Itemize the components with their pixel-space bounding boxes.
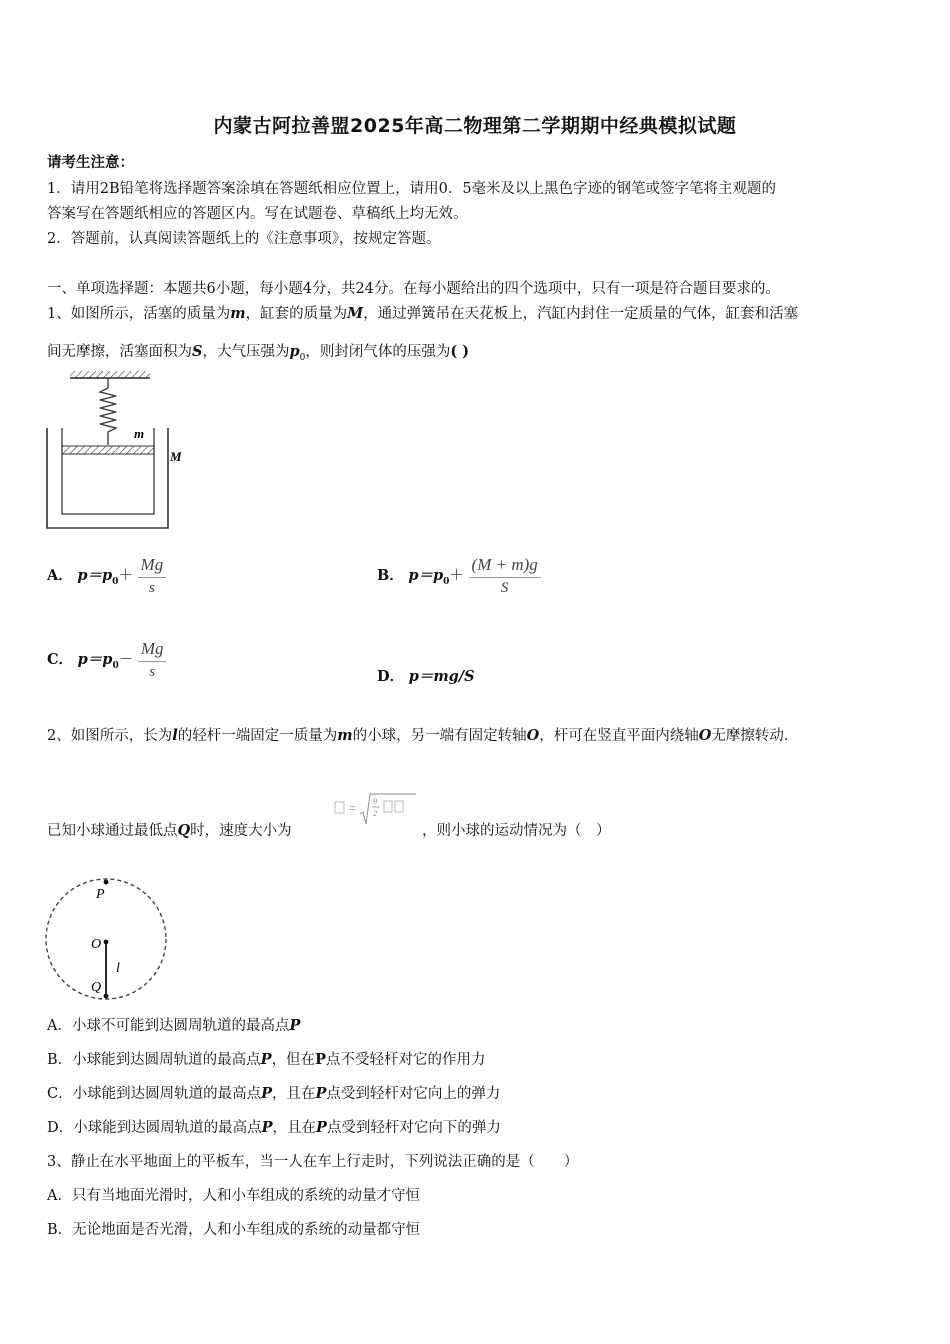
notice-item-1b: 答案写在答题纸相应的答题区内。写在试题卷、草稿纸上均无效。 xyxy=(47,206,468,222)
q1-stem-line2: 间无摩擦，活塞面积为S，大气压强为$p_0$，则封闭气体的压强为( ) xyxy=(47,343,470,363)
label-o: O xyxy=(91,937,102,952)
q1-option-b[interactable]: B． $p=p_0+$ $\frac{(M + m)g}{S}$ xyxy=(377,555,541,597)
fraction: $\frac{Mg}{s}$ xyxy=(138,639,167,681)
q2-option-c[interactable]: C．小球能到达圆周轨道的最高点P，且在P点受到轻杆对它向上的弹力 xyxy=(47,1085,501,1102)
q1-stem-line1: 1、如图所示，活塞的质量为m，缸套的质量为M，通过弹簧吊在天花板上，汽缸内封住一定质量的气体，缸套和活塞 xyxy=(47,305,799,322)
notice-item-2: 2．答题前，认真阅读答题纸上的《注意事项》，按规定答题。 xyxy=(47,231,441,247)
q2-option-a[interactable]: A．小球不可能到达圆周轨道的最高点P xyxy=(47,1017,301,1034)
svg-text:=: = xyxy=(349,801,356,815)
circular-motion-figure xyxy=(40,876,175,1002)
point-p xyxy=(104,880,109,885)
fraction: $\frac{Mg}{s}$ xyxy=(138,555,167,597)
q3-option-b[interactable]: B．无论地面是否光滑，人和小车组成的系统的动量都守恒 xyxy=(47,1222,421,1238)
q1-option-d[interactable]: D． p＝mg/S xyxy=(377,668,475,685)
notice-heading: 请考生注意： xyxy=(47,154,134,171)
q2-option-b[interactable]: B．小球能到达圆周轨道的最高点P，但在P点不受轻杆对它的作用力 xyxy=(47,1051,486,1068)
page-title: 内蒙古阿拉善盟2025年高二物理第二学期期中经典模拟试题 xyxy=(213,115,737,137)
velocity-formula-image xyxy=(332,790,420,830)
ceiling xyxy=(70,371,150,378)
piston xyxy=(62,446,154,454)
fraction: $\frac{(M + m)g}{S}$ xyxy=(469,555,541,597)
svg-text:9: 9 xyxy=(373,797,377,806)
section-heading: 一、单项选择题：本题共6小题，每小题4分，共24分。在每小题给出的四个选项中，只有一项是符合题目要求的。 xyxy=(47,281,780,297)
label-p: P xyxy=(96,887,105,902)
label-M: M xyxy=(170,449,182,464)
label-m: m xyxy=(134,426,145,441)
svg-text:2: 2 xyxy=(373,809,377,818)
q1-option-c[interactable]: C． $p=p_0-$ $\frac{Mg}{s}$ xyxy=(47,639,166,681)
spring xyxy=(100,378,116,445)
label-q: Q xyxy=(91,980,102,995)
notice-item-1a: 1．请用2B铅笔将选择题答案涂填在答题纸相应位置上，请用0．5毫米及以上黑色字迹的钢笔或签字笔将主观题的 xyxy=(47,181,777,197)
q2-stem-line2-part1: 已知小球通过最低点Q时，速度大小为 xyxy=(47,822,292,839)
cylinder-spring-figure xyxy=(42,368,202,534)
q3-option-a[interactable]: A．只有当地面光滑时，人和小车组成的系统的动量才守恒 xyxy=(47,1188,420,1204)
q2-stem-line1: 2、如图所示，长为l的轻杆一端固定一质量为m的小球，另一端有固定转轴O，杆可在竖直平面内绕轴O无摩擦转动． xyxy=(47,727,799,744)
pivot-o xyxy=(104,940,109,945)
q1-option-a[interactable]: A． $p=p_0+$ $\frac{Mg}{s}$ xyxy=(47,555,166,597)
label-l: l xyxy=(116,961,120,976)
q3-stem: 3、静止在水平地面上的平板车，当一人在车上行走时，下列说法正确的是（ ） xyxy=(47,1154,579,1170)
ball-q xyxy=(104,994,109,999)
q2-stem-line2-part2: ，则小球的运动情况为（ ） xyxy=(422,823,611,839)
q2-option-d[interactable]: D．小球能到达圆周轨道的最高点P，且在P点受到轻杆对它向下的弹力 xyxy=(47,1119,501,1136)
